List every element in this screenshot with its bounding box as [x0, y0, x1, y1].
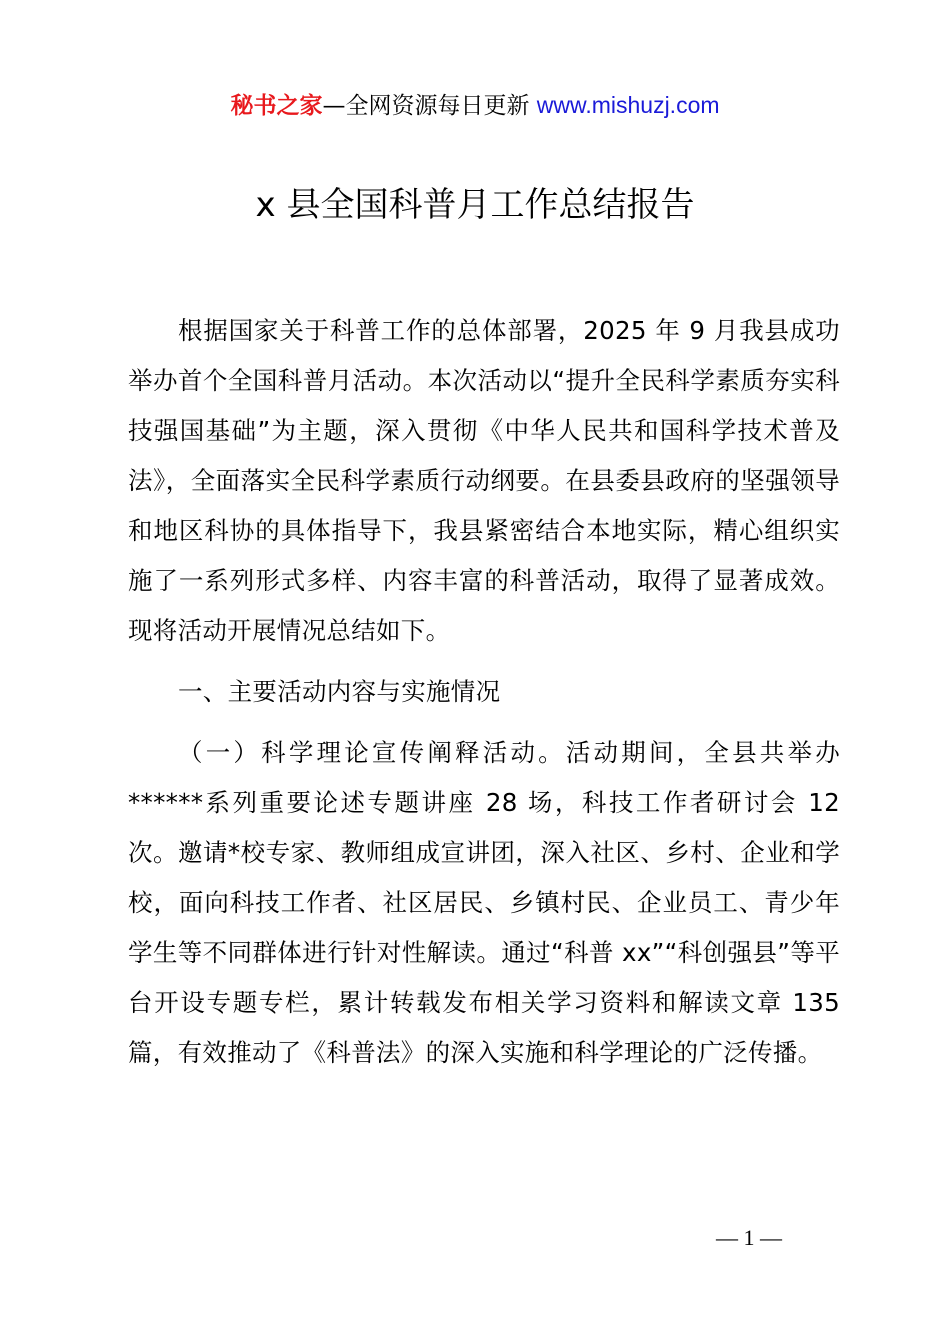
header-tagline: —全网资源每日更新 [322, 93, 530, 119]
page-number: — 1 — [716, 1225, 782, 1250]
section-heading: 一、主要活动内容与实施情况 [178, 677, 501, 706]
site-url-link[interactable]: www.mishuzj.com [536, 92, 720, 118]
section-paragraph: （一）科学理论宣传阐释活动。活动期间，全县共举办******系列重要论述专题讲座 28 场，科技工作者研讨会 12 次。邀请*校专家、教师组成宣讲团，深入社区、乡村、企业和学校，面向科技工作者、社区居民、乡镇村民、企业员工、青少年学生等不同群体进行针对性解读。通过“科普 xx”“科创强县”等平台开设专题专栏，累计转载发布相关学习资料和解读文章 135 篇，有效推动了《科普法》的深入实施和科学理论的广泛传播。 [128, 738, 840, 1067]
document-title: x 县全国科普月工作总结报告 [255, 185, 695, 225]
brand-name: 秘书之家 [230, 93, 323, 119]
intro-paragraph: 根据国家关于科普工作的总体部署，2025 年 9 月我县成功举办首个全国科普月活动。本次活动以“提升全民科学素质夯实科技强国基础”为主题，深入贯彻《中华人民共和国科学技术普及法》，全面落实全民科学素质行动纲要。在县委县政府的坚强领导和地区科协的具体指导下，我县紧密结合本地实际，精心组织实施了一系列形式多样、内容丰富的科普活动，取得了显著成效。现将活动开展情况总结如下。 [128, 316, 840, 645]
site-header [0, 88, 950, 123]
